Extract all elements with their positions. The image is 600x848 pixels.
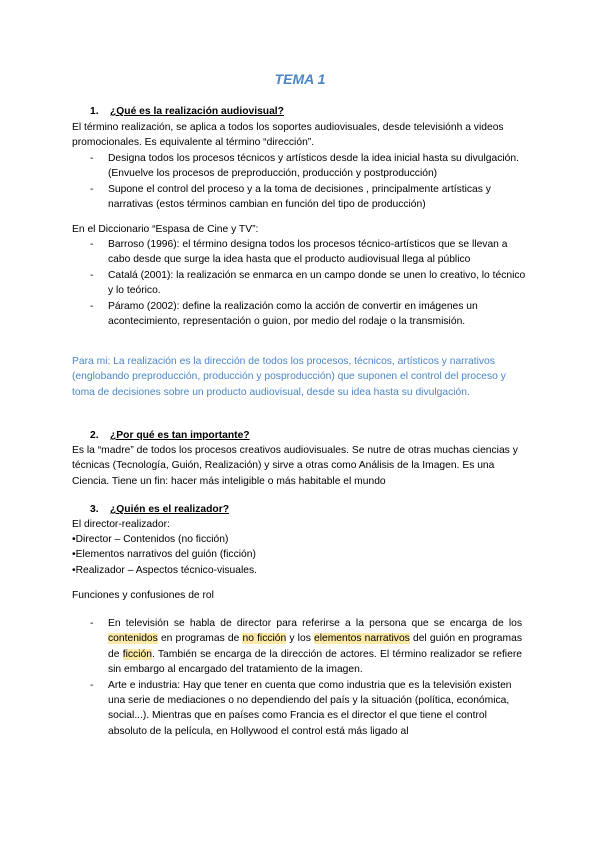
section-1-heading-text: ¿Qué es la realización audiovisual? — [110, 106, 284, 117]
list-item: •Elementos narrativos del guión (ficción) — [72, 549, 256, 561]
bullet-text: Barroso (1996): el término designa todos los procesos técnico-artísticos que se llevan a cabo desde que surge la idea hasta que el producto audiovisual llega al público — [108, 239, 508, 266]
personal-note: Para mi: La realización es la dirección de todos los procesos, técnicos, artísticos y narrativos (englobando preproducción, producción y posproducción) que suponen el control del proceso y toma de decisiones sobre un producto audiovisual, desde su idea hasta su divulgación. — [72, 356, 506, 398]
section-2-heading — [90, 428, 250, 443]
dictionary-intro: En el Diccionario “Espasa de Cine y TV”: — [72, 224, 259, 235]
bullet-text: Catalá (2001): la realización se enmarca en un campo donde se unen lo creativo, lo técnico y lo teórico. — [108, 269, 526, 297]
section-2-body: Es la “madre” de todos los procesos creativos audiovisuales. Se nutre de otras muchas ciencias y técnicas (Tecnología, Guión, Realización) y sirve a otras como Análisis de la Imagen. Es una Ciencia. Tiene un fin: hacer más inteligible o más habitable el mundo — [72, 445, 518, 487]
list-item: - Supone el control del proceso y a la toma de decisiones , principalmente artísticas y narrativas (estos términos cambian en función del tipo de producción) — [90, 183, 491, 211]
section-3-heading — [90, 502, 229, 517]
section-2-heading-text: ¿Por qué es tan importante? — [110, 430, 250, 441]
bullet-text: Páramo (2002): define la realización como la acción de convertir en imágenes un acontecimiento, representación o guion, por medio del rodaje o la transmisión. — [108, 300, 478, 328]
list-item: •Realizador – Aspectos técnico-visuales. — [72, 564, 258, 576]
list-item: - Páramo (2002): define la realización como la acción de convertir en imágenes un acontecimiento, representación o guion, por medio del rodaje o la transmisión. — [90, 300, 478, 328]
list-item: - Catalá (2001): la realización se enmarca en un campo donde se unen lo creativo, lo técnico y lo teórico. — [90, 269, 526, 297]
dictionary-bullets — [90, 237, 530, 329]
highlight-elementos-narrativos: elementos narrativos — [313, 633, 410, 645]
list-item: •Director – Contenidos (no ficción) — [72, 534, 229, 545]
highlight-contenidos: contenidos — [108, 633, 158, 645]
bullet-text: Supone el control del proceso y a la toma de decisiones , principalmente artísticas y narrativas (estos términos cambian en función del tipo de producción) — [108, 183, 491, 211]
list-item: - En televisión se habla de director para referirse a la persona que se encarga de los contenidos en programas de no ficción y los elementos narrativos del guión en programas de ficción. También se encarga de la dirección de actores. El término realizador se refiere sin embargo al encargado del tratamiento de la imagen. — [90, 618, 522, 676]
list-item: - Designa todos los procesos técnicos y artísticos desde la idea inicial hasta su divulgación. (Envuelve los procesos de preproducción, producción y postproducción) — [90, 153, 519, 180]
document-title: TEMA 1 — [274, 71, 326, 87]
section-1-bullets — [90, 151, 530, 213]
list-item: - Barroso (1996): el término designa todos los procesos técnico-artísticos que se llevan a cabo desde que surge la idea hasta que el producto audiovisual llega al público — [90, 239, 508, 266]
section-1-heading — [90, 104, 284, 119]
section-3-heading-text: ¿Quién es el realizador? — [110, 504, 230, 515]
list-item: - Arte e industria: Hay que tener en cuenta que como industria que es la televisión existen una serie de mediaciones o no dependiendo del país y la situación (política, económica, social...). Mientras que en países como Francia es el director el que tiene el control absoluto de la película, en Hollywood el control está más ligado al — [90, 679, 512, 737]
functions-bullets — [90, 616, 522, 739]
functions-heading: Funciones y confusiones de rol — [72, 590, 214, 601]
section-2-number: 2. — [90, 430, 99, 441]
bullet-text: Designa todos los procesos técnicos y artísticos desde la idea inicial hasta su divulgación. (Envuelve los procesos de preproducción, producción y postproducción) — [108, 153, 519, 180]
highlight-ficcion: ficción — [122, 648, 152, 660]
role-list — [72, 532, 530, 578]
section-3-number: 3. — [90, 504, 99, 515]
section-1-number: 1. — [90, 106, 99, 117]
section-3-intro: El director-realizador: — [72, 519, 170, 530]
tv-bullet-text: En televisión se habla de director para referirse a la persona que se encarga de los contenidos en programas de no ficción y los elementos narrativos del guión en programas de ficción. También se encarga de la dirección de actores. El término realizador se refiere sin embargo al encargado del tratamiento de la imagen. — [108, 618, 522, 676]
highlight-no-ficcion: no ficción — [242, 633, 287, 645]
section-1-intro: El término realización, se aplica a todos los soportes audiovisuales, desde televisiónh a videos promocionales. Es equivalente al término “dirección”. — [72, 122, 504, 149]
bullet-text: Arte e industria: Hay que tener en cuenta que como industria que es la televisión existen una serie de mediaciones o no dependiendo del país y la situación (política, económica, social...). Mientras que en países como Francia es el director el que tiene el control absoluto de la película, en Hollywood el control está más ligado al — [108, 679, 512, 737]
